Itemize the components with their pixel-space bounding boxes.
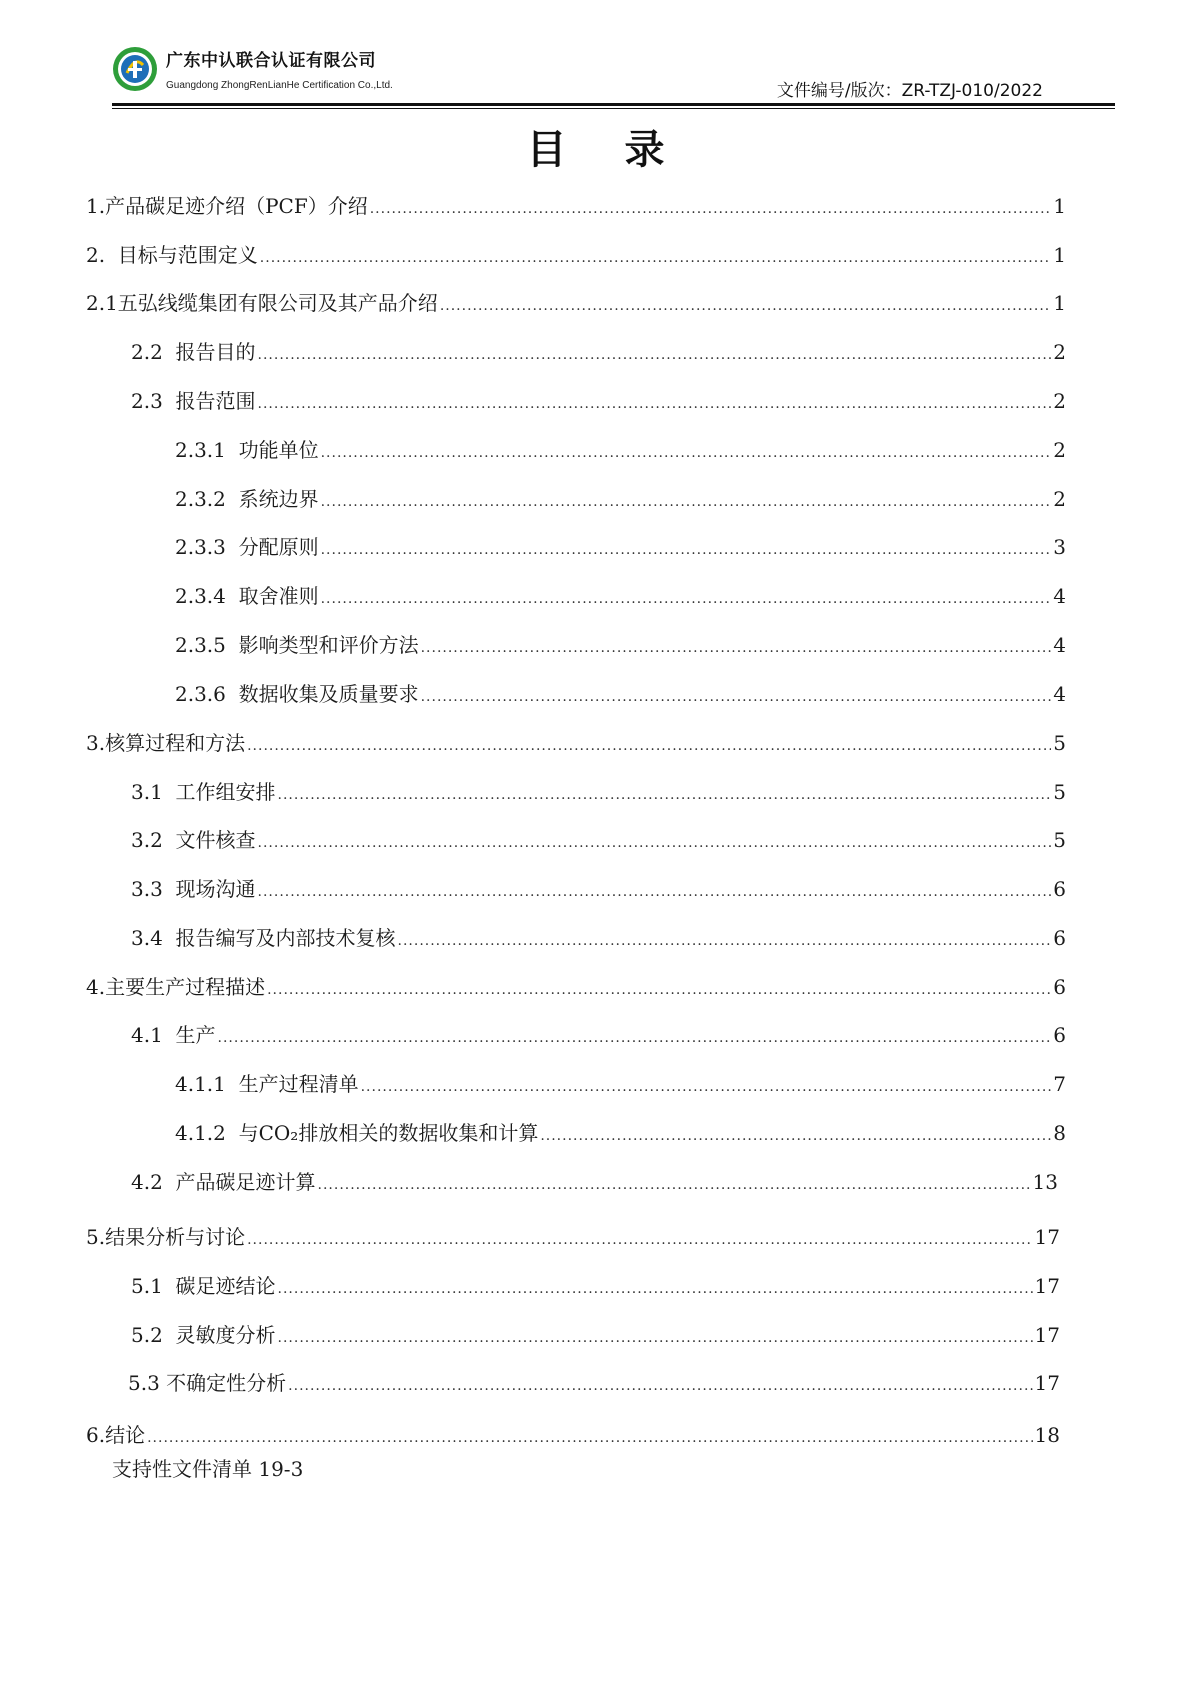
toc-entry-title: 3.2 文件核查	[131, 828, 256, 852]
toc-dot-leader	[258, 829, 1052, 857]
toc-entry-title: 3.核算过程和方法	[86, 731, 246, 755]
toc-entry[interactable]	[131, 875, 1066, 903]
toc-dot-leader	[321, 439, 1052, 467]
toc-entry[interactable]	[131, 1321, 1060, 1349]
toc-entry-title: 3.4 报告编写及内部技术复核	[131, 926, 396, 950]
toc-page-number: 1	[1053, 194, 1066, 218]
toc-entry[interactable]	[175, 1070, 1066, 1098]
toc-entry-title: 4.1.1 生产过程清单	[175, 1072, 359, 1096]
toc-page-number: 5	[1053, 780, 1066, 804]
toc-dot-leader	[361, 1073, 1052, 1101]
toc-entry[interactable]	[86, 192, 1066, 220]
toc-entry-title: 2.3.4 取舍准则	[175, 584, 319, 608]
toc-dot-leader	[258, 390, 1052, 418]
toc-page-number: 13	[1032, 1170, 1058, 1194]
toc-entry[interactable]	[128, 1369, 1060, 1397]
company-logo-icon	[112, 46, 158, 92]
toc-page-number: 3	[1053, 535, 1066, 559]
toc-entry[interactable]	[175, 582, 1066, 610]
toc-entry-title: 3.1 工作组安排	[131, 780, 276, 804]
toc-entry[interactable]	[86, 729, 1066, 757]
toc-dot-leader	[440, 292, 1051, 320]
toc-entry[interactable]	[131, 826, 1066, 854]
toc-page-number: 4	[1053, 584, 1066, 608]
toc-page-number: 17	[1034, 1371, 1060, 1395]
toc-entry[interactable]	[131, 1021, 1066, 1049]
toc-entry[interactable]	[131, 338, 1066, 366]
toc-dot-leader	[147, 1424, 1032, 1452]
toc-dot-leader	[318, 1171, 1031, 1199]
toc-dot-leader	[278, 1275, 1033, 1303]
toc-entry[interactable]	[131, 778, 1066, 806]
supporting-documents-list: 支持性文件清单 19-3	[112, 1457, 304, 1481]
toc-entry[interactable]	[175, 631, 1066, 659]
toc-entry[interactable]	[175, 533, 1066, 561]
header-divider-thick	[112, 103, 1115, 106]
toc-page-number: 7	[1053, 1072, 1066, 1096]
toc-entry-title: 2.3 报告范围	[131, 389, 256, 413]
toc-entry-title: 5.2 灵敏度分析	[131, 1323, 276, 1347]
toc-dot-leader	[247, 1226, 1032, 1254]
toc-entry-title: 5.1 碳足迹结论	[131, 1274, 276, 1298]
page-header	[0, 0, 1191, 110]
toc-page-number: 4	[1053, 633, 1066, 657]
page-title: 目 录	[526, 126, 687, 173]
toc-page-number: 1	[1053, 243, 1066, 267]
toc-dot-leader	[321, 488, 1052, 516]
toc-entry-title: 5.3 不确定性分析	[128, 1371, 287, 1395]
toc-dot-leader	[421, 634, 1052, 662]
toc-dot-leader	[370, 195, 1052, 223]
toc-page-number: 5	[1053, 828, 1066, 852]
toc-page-number: 17	[1034, 1274, 1060, 1298]
toc-page-number: 2	[1053, 340, 1066, 364]
toc-page-number: 6	[1053, 1023, 1066, 1047]
toc-entry[interactable]	[131, 924, 1066, 952]
document-number: 文件编号/版次：ZR-TZJ-010/2022	[776, 81, 1043, 101]
toc-entry[interactable]	[175, 436, 1066, 464]
header-divider-thin	[112, 108, 1115, 109]
toc-entry-title: 2.3.2 系统边界	[175, 487, 319, 511]
toc-entry[interactable]	[86, 289, 1066, 317]
toc-entry[interactable]	[131, 387, 1066, 415]
toc-entry-title: 4.1.2 与CO₂排放相关的数据收集和计算	[175, 1121, 539, 1145]
toc-dot-leader	[218, 1024, 1052, 1052]
toc-page-number: 2	[1053, 438, 1066, 462]
toc-page-number: 6	[1053, 877, 1066, 901]
toc-dot-leader	[267, 976, 1051, 1004]
toc-entry[interactable]	[175, 485, 1066, 513]
toc-page-number: 2	[1053, 487, 1066, 511]
toc-entry[interactable]	[86, 1223, 1060, 1251]
toc-page-number: 2	[1053, 389, 1066, 413]
toc-entry-title: 1.产品碳足迹介绍（PCF）介绍	[86, 194, 368, 218]
toc-dot-leader	[398, 927, 1052, 955]
company-name-cn: 广东中认联合认证有限公司	[166, 51, 376, 71]
toc-entry-title: 4.1 生产	[131, 1023, 216, 1047]
toc-dot-leader	[258, 341, 1052, 369]
toc-entry-title: 2.3.3 分配原则	[175, 535, 319, 559]
toc-page-number: 5	[1053, 731, 1066, 755]
toc-dot-leader	[288, 1372, 1032, 1400]
toc-entry[interactable]	[86, 973, 1066, 1001]
toc-dot-leader	[260, 244, 1051, 272]
toc-page-number: 17	[1034, 1323, 1060, 1347]
toc-entry-title: 2. 目标与范围定义	[86, 243, 258, 267]
toc-entry-title: 2.2 报告目的	[131, 340, 256, 364]
toc-page-number: 17	[1034, 1225, 1060, 1249]
toc-entry-title: 4.2 产品碳足迹计算	[131, 1170, 316, 1194]
toc-entry[interactable]	[175, 680, 1066, 708]
toc-dot-leader	[421, 683, 1052, 711]
toc-entry[interactable]	[86, 1421, 1060, 1449]
toc-dot-leader	[321, 585, 1052, 613]
toc-dot-leader	[258, 878, 1052, 906]
toc-entry-title: 3.3 现场沟通	[131, 877, 256, 901]
toc-entry-title: 2.3.1 功能单位	[175, 438, 319, 462]
toc-entry[interactable]	[175, 1119, 1066, 1147]
toc-dot-leader	[321, 536, 1052, 564]
toc-page-number: 8	[1053, 1121, 1066, 1145]
toc-entry[interactable]	[131, 1272, 1060, 1300]
company-name-en: Guangdong ZhongRenLianHe Certification Co.,Ltd.	[166, 80, 393, 91]
toc-page-number: 6	[1053, 926, 1066, 950]
toc-dot-leader	[247, 732, 1051, 760]
toc-entry-title: 6.结论	[86, 1423, 146, 1447]
toc-page-number: 18	[1034, 1423, 1060, 1447]
toc-entry-title: 5.结果分析与讨论	[86, 1225, 246, 1249]
toc-page-number: 4	[1053, 682, 1066, 706]
toc-entry[interactable]	[86, 241, 1066, 269]
toc-entry-title: 4.主要生产过程描述	[86, 975, 266, 999]
toc-page-number: 1	[1053, 291, 1066, 315]
toc-entry-title: 2.3.5 影响类型和评价方法	[175, 633, 419, 657]
toc-dot-leader	[278, 781, 1052, 809]
toc-page-number: 6	[1053, 975, 1066, 999]
toc-dot-leader	[278, 1324, 1033, 1352]
toc-dot-leader	[540, 1122, 1051, 1150]
toc-entry-title: 2.3.6 数据收集及质量要求	[175, 682, 419, 706]
toc-entry[interactable]	[131, 1168, 1058, 1196]
toc-entry-title: 2.1五弘线缆集团有限公司及其产品介绍	[86, 291, 438, 315]
